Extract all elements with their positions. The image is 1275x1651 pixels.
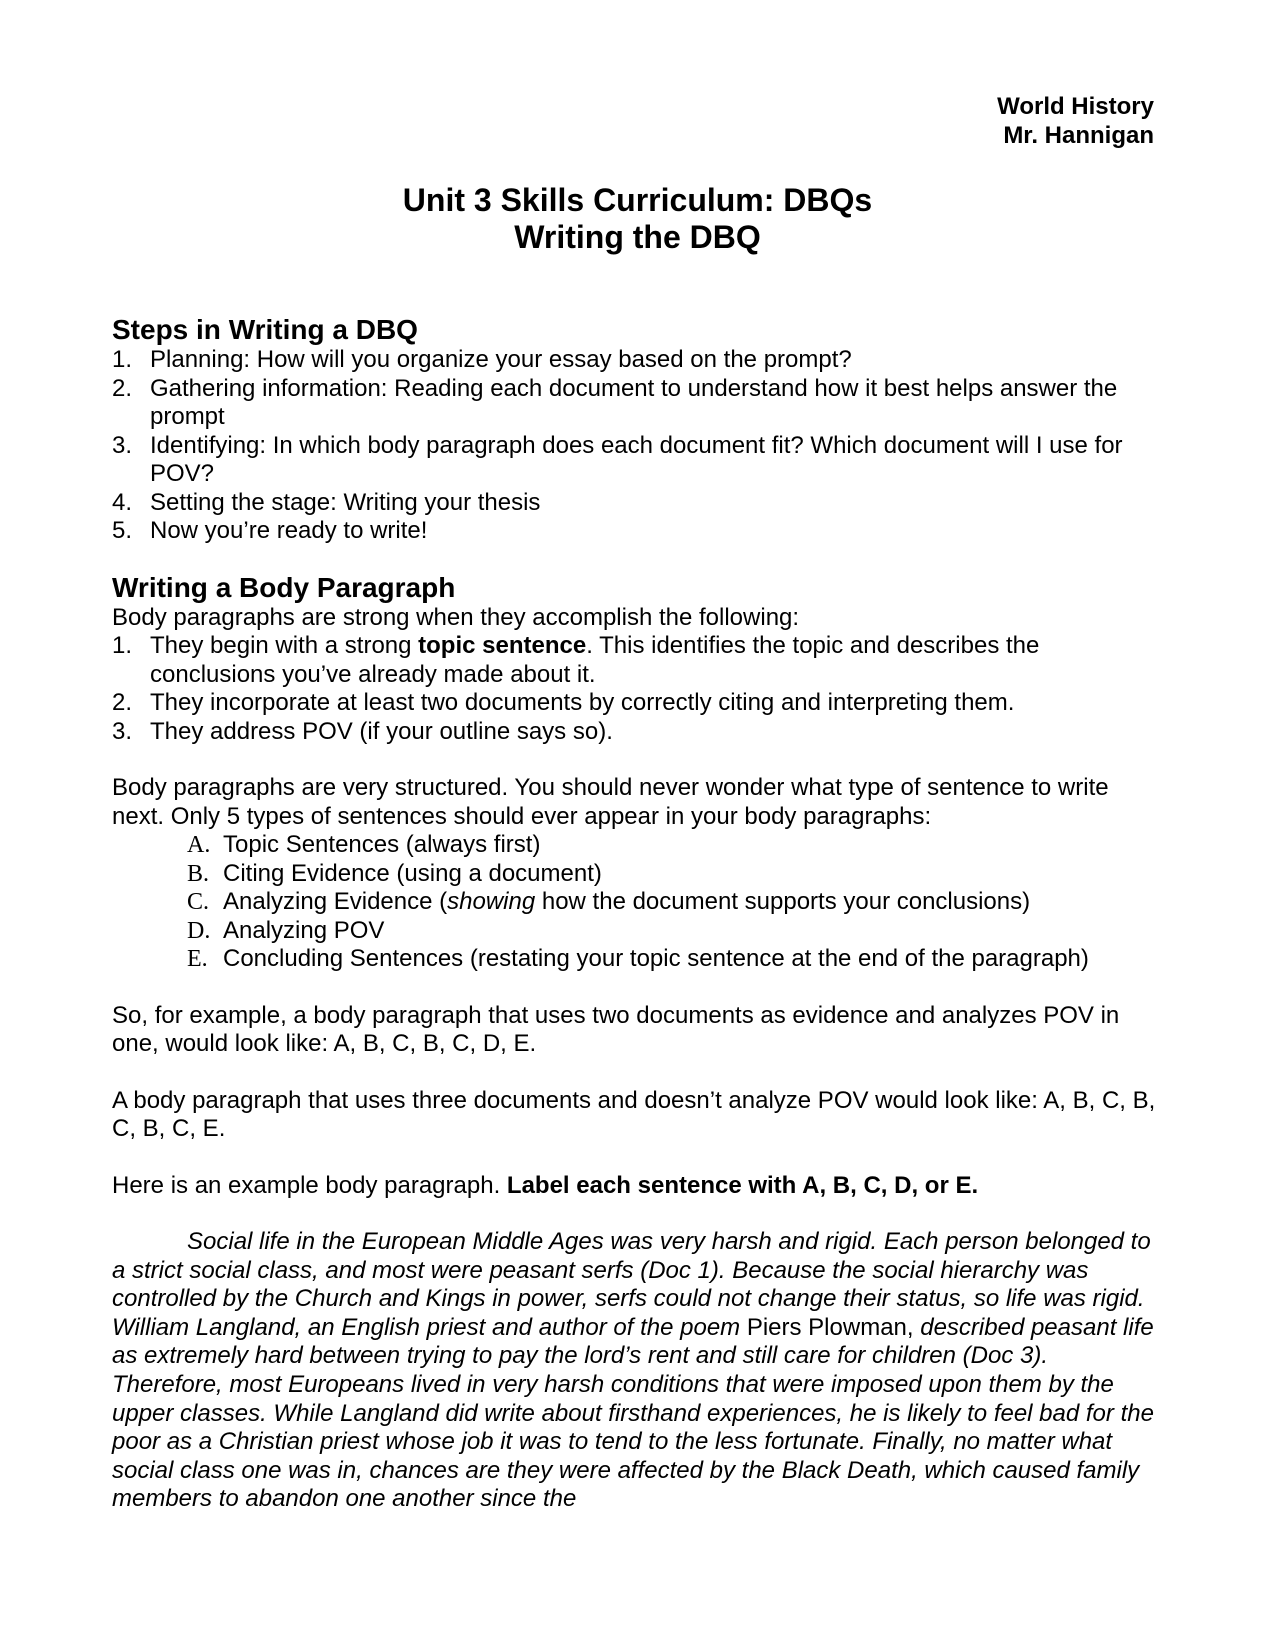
list-item: [112, 689, 1162, 718]
list-item: [112, 632, 1162, 689]
poem-title: Piers Plowman,: [746, 1313, 914, 1341]
example-text-part-2: described peasant life as extremely hard between trying to pay the lord’s rent and still care for children (Doc 3). Therefore, most Europeans lived in very harsh conditions that were imposed upon them by the upper classes. While Langland did write about firsthand experiences, he is likely to feel bad for the poor as a Christian priest whose job it was to tend to the less fortunate. Finally, no matter what social class one was in, chances are they were affected by the Black Death, which caused family members to abandon one another since the: [112, 1313, 1154, 1513]
list-text-before: Analyzing Evidence (: [223, 888, 448, 915]
list-text: Concluding Sentences (restating your topic sentence at the end of the paragraph): [223, 945, 1089, 972]
list-letter: A.: [187, 832, 211, 858]
list-number: 1.: [112, 346, 133, 373]
list-item: [187, 945, 1162, 974]
list-text: They address POV (if your outline says so).: [150, 717, 613, 745]
list-text-after: how the document supports your conclusions): [535, 888, 1031, 915]
list-number: 3.: [112, 717, 133, 745]
list-text: Now you’re ready to write!: [150, 517, 428, 544]
list-number: 5.: [112, 517, 133, 544]
example-text-part-1: Social life in the European Middle Ages was very harsh and rigid. Each person belonged to a strict social class, and most were peasant serfs (Doc 1). Because the social hierarchy was controlled by the Church and Kings in power, serfs could not change their status, so life was rigid. William Langland, an English priest and author of the poem: [112, 1228, 1151, 1341]
list-item: [112, 432, 1162, 489]
sentence-types-list: [112, 831, 1162, 974]
example-one-paragraph: So, for example, a body paragraph that uses two documents as evidence and analyzes POV in one, would look like: A, B, C, B, C, D, E.: [112, 1001, 1120, 1057]
list-item: [187, 860, 1162, 889]
list-item: [112, 718, 1162, 747]
list-text: Planning: How will you organize your essay based on the prompt?: [150, 346, 852, 373]
list-number: 3.: [112, 431, 133, 459]
list-text-before: They begin with a strong: [150, 632, 419, 659]
list-text: Setting the stage: Writing your thesis: [150, 488, 541, 516]
list-letter: D.: [187, 917, 211, 944]
list-item: [112, 375, 1162, 432]
instruction-text: Here is an example body paragraph.: [112, 1171, 507, 1199]
body-paragraph-heading: Writing a Body Paragraph: [112, 571, 456, 603]
list-item: [112, 517, 1162, 546]
list-text: They incorporate at least two documents by correctly citing and interpreting them.: [150, 689, 1015, 716]
list-text: Topic Sentences (always first): [223, 831, 541, 858]
document-header: [997, 92, 1154, 150]
instruction-bold-text: Label each sentence with A, B, C, D, or E.: [506, 1171, 979, 1199]
list-item: [187, 888, 1162, 917]
list-letter: E.: [187, 946, 208, 972]
list-item: [187, 917, 1162, 946]
list-number: 2.: [112, 689, 133, 716]
example-body-paragraph: [112, 1228, 1162, 1514]
list-text: Analyzing POV: [223, 916, 385, 944]
example-two-paragraph: A body paragraph that uses three documents and doesn’t analyze POV would look like: A, B, C, B, C, B, C, E.: [112, 1086, 1156, 1142]
list-number: 1.: [112, 632, 133, 659]
document-title: [0, 182, 1275, 256]
body-intro-text: Body paragraphs are strong when they accomplish the following:: [112, 603, 800, 631]
list-item: [112, 489, 1162, 518]
list-number: 2.: [112, 374, 133, 402]
list-letter: B.: [187, 860, 210, 887]
list-letter: C.: [187, 889, 210, 915]
list-text-after: . This identifies the topic and describes the conclusions you’ve already made about it.: [150, 632, 1040, 688]
teacher-name: Mr. Hannigan: [1003, 122, 1154, 149]
list-text: Citing Evidence (using a document): [223, 859, 602, 887]
list-text: Identifying: In which body paragraph does each document fit? Which document will I use for POV?: [150, 431, 1123, 487]
list-number: 4.: [112, 488, 133, 516]
document-body: [112, 314, 1162, 1514]
structure-paragraph: Body paragraphs are very structured. You should never wonder what type of sentence to write next. Only 5 types of sentences should ever appear in your body paragraphs:: [112, 774, 1109, 830]
list-text-italic: showing: [447, 888, 536, 915]
criteria-list: [112, 632, 1162, 746]
title-line-1: Unit 3 Skills Curriculum: DBQs: [402, 182, 873, 218]
list-text: Gathering information: Reading each document to understand how it best helps answer the prompt: [150, 374, 1118, 430]
title-line-2: Writing the DBQ: [514, 219, 761, 255]
list-item: [187, 831, 1162, 860]
instruction-paragraph: [112, 1172, 1162, 1201]
list-text-bold: topic sentence: [418, 632, 587, 659]
course-name: World History: [997, 93, 1154, 120]
list-item: [112, 346, 1162, 375]
steps-list: [112, 346, 1162, 546]
steps-heading: Steps in Writing a DBQ: [112, 314, 418, 345]
